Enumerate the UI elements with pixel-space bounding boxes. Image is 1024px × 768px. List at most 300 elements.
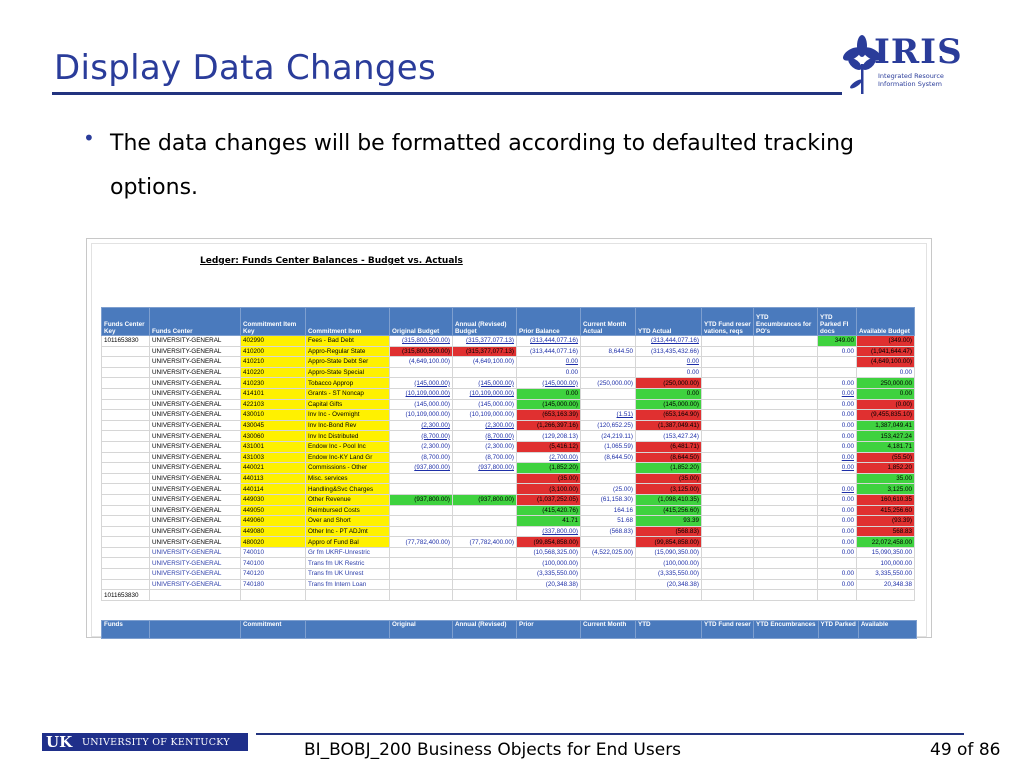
cell-ck: 430010 [241,410,306,421]
cell-pb [517,590,581,601]
cell-pk: 0.00 [818,431,857,442]
cell-ob: (10,109,000.00) [390,388,453,399]
cell-pk [818,367,857,378]
cell-av: 0.00 [857,388,915,399]
cell-fc: UNIVERSITY-GENERAL [150,431,241,442]
cell-en [754,431,818,442]
cell-fc: UNIVERSITY-GENERAL [150,473,241,484]
cell-ob [390,547,453,558]
table-row [102,346,915,357]
cell-fr [702,346,754,357]
col-header-1: Funds Center [150,308,241,336]
cell-av: (93.39) [857,516,915,527]
cell-ab [453,526,517,537]
col-header-repeat-1 [150,621,241,639]
cell-av: (349.00) [857,336,915,347]
cell-fc: UNIVERSITY-GENERAL [150,569,241,580]
cell-pb: (129,208.13) [517,431,581,442]
cell-ci: Handling&Svc Charges [306,484,390,495]
cell-ck: 431001 [241,441,306,452]
uk-mark: UK [46,733,73,751]
cell-cm [581,399,636,410]
cell-ci: Inv Inc Distributed [306,431,390,442]
cell-ck: 440114 [241,484,306,495]
table-row [102,537,915,548]
cell-en [754,452,818,463]
cell-cm [581,590,636,601]
iris-subtitle-line1: Integrated Resource [878,72,944,80]
cell-ck: 430060 [241,431,306,442]
cell-ck [241,590,306,601]
cell-ob [390,367,453,378]
cell-pb: (20,348.38) [517,579,581,590]
table-row [102,463,915,474]
cell-fr [702,569,754,580]
cell-k: 1011653830 [102,590,150,601]
table-row [102,420,915,431]
table-row [102,526,915,537]
cell-ci: Appro-State Debt Ser [306,357,390,368]
cell-av [857,590,915,601]
cell-ci: Inv Inc-Bond Rev [306,420,390,431]
cell-cm: (1.51) [581,410,636,421]
cell-pk: 0.00 [818,463,857,474]
cell-ab: (10,109,000.00) [453,388,517,399]
cell-av: 20,348.38 [857,579,915,590]
cell-pb: (1,037,252.05) [517,494,581,505]
cell-cm [581,367,636,378]
cell-ab: (2,300.00) [453,420,517,431]
cell-pb: (337,800.00) [517,526,581,537]
cell-ya [636,590,702,601]
cell-cm [581,537,636,548]
cell-ab: (2,300.00) [453,441,517,452]
cell-cm [581,336,636,347]
cell-ya: (313,435,432.66) [636,346,702,357]
cell-pb: (1,266,397.16) [517,420,581,431]
cell-cm: 51.68 [581,516,636,527]
cell-fc: UNIVERSITY-GENERAL [150,579,241,590]
col-header-repeat-7: Current Month [581,621,636,639]
cell-ya: 0.00 [636,388,702,399]
cell-av: 250,000.00 [857,378,915,389]
cell-pb: (415,420.76) [517,505,581,516]
cell-cm: (120,652.25) [581,420,636,431]
cell-fc: UNIVERSITY-GENERAL [150,516,241,527]
cell-en [754,441,818,452]
cell-ya: (653,164.90) [636,410,702,421]
cell-ck: 449080 [241,526,306,537]
cell-k [102,547,150,558]
cell-ob: (10,109,000.00) [390,410,453,421]
table-row [102,399,915,410]
cell-k [102,420,150,431]
col-header-5: Annual (Revised) Budget [453,308,517,336]
cell-fc: UNIVERSITY-GENERAL [150,388,241,399]
cell-ck: 449050 [241,505,306,516]
cell-k [102,378,150,389]
cell-ya: (1,852.20) [636,463,702,474]
report-table [101,307,915,601]
cell-pk: 0.00 [818,420,857,431]
cell-pk: 0.00 [818,484,857,495]
cell-ob: (77,782,400.00) [390,537,453,548]
cell-av: (4,649,100.00) [857,357,915,368]
cell-ab: (145,000.00) [453,378,517,389]
page-number: 49 of 86 [930,740,1001,760]
cell-av: 15,090,350.00 [857,547,915,558]
cell-ab: (10,109,000.00) [453,410,517,421]
cell-pk: 349.00 [818,336,857,347]
cell-ck: 480020 [241,537,306,548]
cell-ck: 740010 [241,547,306,558]
cell-en [754,410,818,421]
cell-av: 568.83 [857,526,915,537]
cell-fr [702,473,754,484]
cell-k [102,569,150,580]
cell-ab [453,367,517,378]
cell-k [102,494,150,505]
cell-k [102,367,150,378]
cell-pb: 41.71 [517,516,581,527]
col-header-10: YTD Encumbrances for PO's [754,308,818,336]
bullet-text: The data changes will be formatted according to defaulted tracking options. [110,131,854,200]
cell-ya: (1,387,049.41) [636,420,702,431]
cell-en [754,590,818,601]
col-header-2: Commitment Item Key [241,308,306,336]
cell-en [754,399,818,410]
cell-pk: 0.00 [818,378,857,389]
cell-ci: Appro-State Special [306,367,390,378]
cell-ck: 410230 [241,378,306,389]
cell-ya: (1,098,410.35) [636,494,702,505]
col-header-9: YTD Fund reser vations, reqs [702,308,754,336]
cell-ci: Gr fm UKRF-Unrestric [306,547,390,558]
cell-ya: 93.39 [636,516,702,527]
cell-pk: 0.00 [818,547,857,558]
cell-en [754,526,818,537]
cell-ab [453,547,517,558]
cell-ck: 431003 [241,452,306,463]
cell-cm [581,473,636,484]
cell-ob: (145,000.00) [390,399,453,410]
cell-k [102,357,150,368]
cell-en [754,537,818,548]
cell-pk: 0.00 [818,399,857,410]
cell-en [754,378,818,389]
cell-ck: 402990 [241,336,306,347]
cell-ab: (315,377,077.13) [453,336,517,347]
cell-ab [453,516,517,527]
cell-fc: UNIVERSITY-GENERAL [150,558,241,569]
footer-course-title: BI_BOBJ_200 Business Objects for End Users [304,740,682,760]
uk-name: UNIVERSITY OF KENTUCKY [82,737,230,748]
cell-en [754,569,818,580]
table-row [102,473,915,484]
cell-k [102,484,150,495]
cell-pb: (313,444,077.16) [517,336,581,347]
cell-ab [453,484,517,495]
cell-ci: Appro of Fund Bal [306,537,390,548]
cell-fr [702,336,754,347]
cell-pk: 0.00 [818,569,857,580]
cell-ob [390,569,453,580]
cell-ob [390,526,453,537]
cell-pk: 0.00 [818,410,857,421]
cell-av: 22,072,458.00 [857,537,915,548]
cell-av: (55.50) [857,452,915,463]
cell-cm [581,388,636,399]
cell-ab [453,505,517,516]
cell-ck: 414101 [241,388,306,399]
cell-ci: Fees - Bad Debt [306,336,390,347]
cell-pk: 0.00 [818,579,857,590]
cell-k [102,388,150,399]
cell-pk: 0.00 [818,505,857,516]
cell-av: 153,427.24 [857,431,915,442]
cell-fr [702,463,754,474]
report-header-row [102,308,915,336]
cell-ob [390,484,453,495]
table-row [102,494,915,505]
col-header-7: Current Month Actual [581,308,636,336]
cell-cm: (24,219.11) [581,431,636,442]
cell-k [102,505,150,516]
cell-ci: Trans fm UK Unrest [306,569,390,580]
cell-av: 35.00 [857,473,915,484]
cell-pb: (145,000.00) [517,399,581,410]
cell-ci: Other Inc - PT ADJmt [306,526,390,537]
cell-k [102,399,150,410]
cell-k [102,346,150,357]
cell-ya: (145,000.00) [636,399,702,410]
col-header-repeat-5: Annual (Revised) [453,621,517,639]
col-header-repeat-0: Funds [102,621,150,639]
cell-ya: (15,090,350.00) [636,547,702,558]
table-row [102,569,915,580]
iris-logo [840,30,963,98]
cell-fc: UNIVERSITY-GENERAL [150,420,241,431]
cell-ck: 740180 [241,579,306,590]
cell-ci [306,590,390,601]
cell-ob: (8,700.00) [390,452,453,463]
cell-fc: UNIVERSITY-GENERAL [150,452,241,463]
cell-fr [702,494,754,505]
cell-ob [390,473,453,484]
cell-en [754,336,818,347]
cell-av: 160,610.35 [857,494,915,505]
cell-fc: UNIVERSITY-GENERAL [150,399,241,410]
cell-pk: 0.00 [818,388,857,399]
bullet-icon: • [83,126,95,150]
cell-ck: 422103 [241,399,306,410]
cell-fr [702,399,754,410]
cell-pb: (1,852.20) [517,463,581,474]
cell-ya: 0.00 [636,357,702,368]
cell-ob: (2,300.00) [390,441,453,452]
cell-en [754,357,818,368]
cell-ya: (3,335,550.00) [636,569,702,580]
cell-fc: UNIVERSITY-GENERAL [150,357,241,368]
cell-pk: 0.00 [818,526,857,537]
cell-fr [702,505,754,516]
cell-ob: (315,800,500.00) [390,336,453,347]
cell-cm: (25.00) [581,484,636,495]
cell-k [102,463,150,474]
table-row [102,441,915,452]
cell-ya: (20,348.38) [636,579,702,590]
col-header-4: Original Budget [390,308,453,336]
cell-av: (0.00) [857,399,915,410]
cell-ci: Inv Inc - Overnight [306,410,390,421]
cell-ab: (8,700.00) [453,431,517,442]
cell-fr [702,420,754,431]
cell-ck: 440113 [241,473,306,484]
cell-ya: (100,000.00) [636,558,702,569]
col-header-6: Prior Balance [517,308,581,336]
cell-ck: 449060 [241,516,306,527]
cell-pk: 0.00 [818,537,857,548]
table-row [102,410,915,421]
cell-ab: (8,700.00) [453,452,517,463]
cell-cm [581,463,636,474]
cell-pb: 0.00 [517,367,581,378]
col-header-repeat-8: YTD [636,621,702,639]
cell-pb: (3,100.00) [517,484,581,495]
cell-fc: UNIVERSITY-GENERAL [150,537,241,548]
cell-ck: 740100 [241,558,306,569]
cell-ob: (937,800.00) [390,463,453,474]
cell-ck: 449030 [241,494,306,505]
cell-ck: 410220 [241,367,306,378]
cell-pk: 0.00 [818,346,857,357]
cell-k [102,537,150,548]
cell-k [102,431,150,442]
uk-logo [42,733,248,751]
cell-pb: (145,000.00) [517,378,581,389]
col-header-12: Available Budget [857,308,915,336]
cell-k [102,526,150,537]
cell-ob: (937,800.00) [390,494,453,505]
cell-ci: Commissions - Other [306,463,390,474]
table-row [102,367,915,378]
cell-fr [702,388,754,399]
cell-cm [581,558,636,569]
cell-ya: (250,000.00) [636,378,702,389]
table-row [102,590,915,601]
cell-fr [702,537,754,548]
cell-k [102,473,150,484]
report-body [102,336,915,601]
cell-av: (1,941,644.47) [857,346,915,357]
cell-ck: 410210 [241,357,306,368]
cell-ci: Trans fm Intern Loan [306,579,390,590]
cell-en [754,558,818,569]
cell-ci: Endow Inc-KY Land Gr [306,452,390,463]
cell-ab [453,473,517,484]
cell-av: 3,125.00 [857,484,915,495]
cell-ya: (99,854,858.00) [636,537,702,548]
cell-av: 1,387,049.41 [857,420,915,431]
cell-pk: 0.00 [818,494,857,505]
cell-ya: (35.00) [636,473,702,484]
cell-pk: 0.00 [818,441,857,452]
cell-fr [702,484,754,495]
cell-ob [390,505,453,516]
table-row [102,558,915,569]
cell-fc: UNIVERSITY-GENERAL [150,378,241,389]
table-row [102,357,915,368]
col-header-0: Funds Center Key [102,308,150,336]
table-row [102,505,915,516]
cell-fr [702,558,754,569]
cell-ab [453,569,517,580]
col-header-repeat-4: Original [390,621,453,639]
cell-fr [702,547,754,558]
cell-ya: (415,256.60) [636,505,702,516]
cell-k [102,558,150,569]
cell-ob: (8,700.00) [390,431,453,442]
cell-k [102,516,150,527]
cell-ya: (153,427.24) [636,431,702,442]
cell-ci: Over and Short [306,516,390,527]
cell-fr [702,441,754,452]
cell-fr [702,452,754,463]
table-row [102,388,915,399]
cell-ab [453,558,517,569]
cell-cm: (568.83) [581,526,636,537]
col-header-repeat-11: YTD Parked [818,621,858,639]
cell-fr [702,516,754,527]
cell-ci: Capital Gifts [306,399,390,410]
col-header-repeat-2: Commitment [241,621,306,639]
cell-ci: Grants - ST Noncap [306,388,390,399]
col-header-repeat-3 [306,621,390,639]
cell-cm: (61,158.30) [581,494,636,505]
table-row [102,516,915,527]
cell-en [754,579,818,590]
cell-pb: (313,444,077.16) [517,346,581,357]
cell-k [102,579,150,590]
cell-ci: Misc. services [306,473,390,484]
cell-fr [702,526,754,537]
cell-fr [702,579,754,590]
col-header-11: YTD Parked FI docs [818,308,857,336]
cell-en [754,505,818,516]
cell-ab: (315,377,077.13) [453,346,517,357]
cell-ck: 440021 [241,463,306,474]
iris-subtitle [878,72,944,88]
table-row [102,431,915,442]
cell-k: 1011653830 [102,336,150,347]
cell-fr [702,357,754,368]
cell-ya: 0.00 [636,367,702,378]
cell-fc: UNIVERSITY-GENERAL [150,494,241,505]
cell-pk: 0.00 [818,452,857,463]
report-repeat-header-row [102,621,917,639]
cell-cm: 164.16 [581,505,636,516]
cell-ob: (2,300.00) [390,420,453,431]
col-header-3: Commitment Item [306,308,390,336]
cell-en [754,367,818,378]
cell-ya: (313,444,077.16) [636,336,702,347]
cell-en [754,547,818,558]
cell-av: (9,455,835.10) [857,410,915,421]
cell-fc: UNIVERSITY-GENERAL [150,346,241,357]
cell-pk: 0.00 [818,516,857,527]
cell-fc: UNIVERSITY-GENERAL [150,367,241,378]
cell-ya: (6,481.71) [636,441,702,452]
